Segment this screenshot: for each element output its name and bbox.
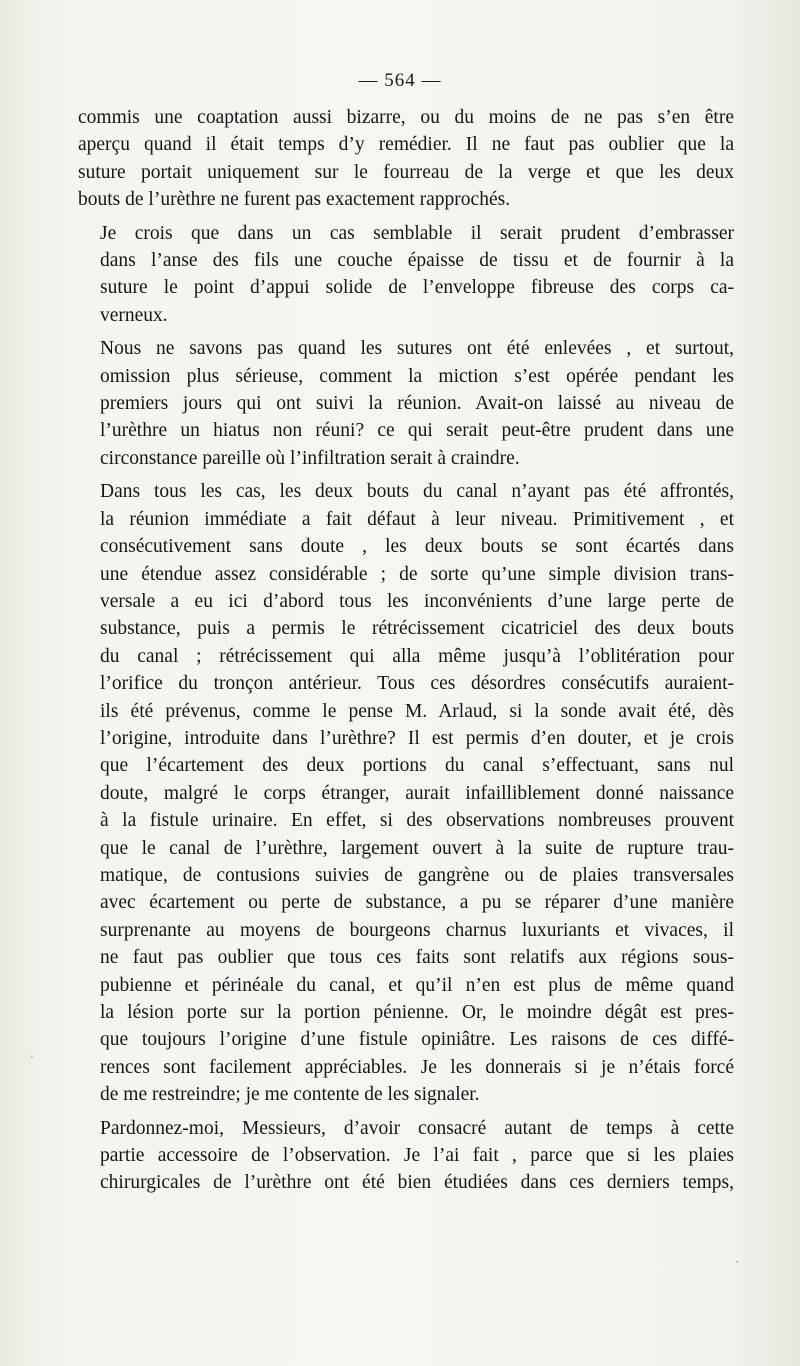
text-line: substance, puis a permis le rétrécissement cicatriciel des deux bouts (100, 618, 734, 640)
text-line: la réunion immédiate a fait défaut à leur niveau. Primitivement , et (100, 508, 734, 530)
text-line: matique, de contusions suivies de gangrène ou de plaies transversales (100, 864, 734, 886)
text-line: doute, malgré le corps étranger, aurait infailliblement donné naissance (100, 782, 734, 804)
text-line: surprenante au moyens de bourgeons charnus luxuriants et vivaces, il (100, 919, 734, 941)
text-line: ils été prévenus, comme le pense M. Arlaud, si la sonde avait été, dès (100, 700, 734, 722)
page-number: — 564 — (358, 70, 442, 91)
text-line: chirurgicales de l’urèthre ont été bien étudiées dans ces derniers temps, (100, 1172, 734, 1194)
paragraph-3 (78, 335, 734, 472)
text-line: rences sont facilement appréciables. Je les donnerais si je n’étais forcé (100, 1056, 734, 1078)
text-line: aperçu quand il était temps d’y remédier. Il ne faut pas oublier que la (78, 134, 734, 156)
text-line: pubienne et périnéale du canal, et qu’il n’en est plus de même quand (100, 974, 734, 996)
text-line: l’orifice du tronçon antérieur. Tous ces désordres consécutifs auraient- (100, 673, 734, 695)
text-line: de me restreindre; je me contente de les signaler. (100, 1084, 480, 1106)
text-line: du canal ; rétrécissement qui alla même jusqu’à l’oblitération pour (100, 645, 734, 667)
text-line: omission plus sérieuse, comment la miction s’est opérée pendant les (100, 365, 734, 387)
paragraph-4 (78, 478, 734, 1108)
body-text (78, 104, 734, 1197)
text-line: premiers jours qui ont suivi la réunion. Avait-on laissé au niveau de (100, 393, 734, 415)
text-line: commis une coaptation aussi bizarre, ou du moins de ne pas s’en être (78, 107, 734, 128)
text-line: bouts de l’urèthre ne furent pas exactement rapprochés. (78, 189, 511, 211)
text-line: Pardonnez-moi, Messieurs, d’avoir consacré autant de temps à cette (100, 1117, 734, 1139)
text-line: consécutivement sans doute , les deux bouts se sont écartés dans (100, 536, 734, 558)
text-line: suture le point d’appui solide de l’enveloppe fibreuse des corps ca- (100, 277, 734, 299)
text-line: avec écartement ou perte de substance, a pu se réparer d’une manière (100, 892, 734, 914)
text-line: que l’écartement des deux portions du canal s’effectuant, sans nul (100, 755, 734, 777)
text-line: une étendue assez considérable ; de sorte qu’une simple division trans- (100, 563, 734, 585)
text-line: partie accessoire de l’observation. Je l’ai fait , parce que si les plaies (100, 1145, 734, 1167)
text-line: que toujours l’origine d’une fistule opiniâtre. Les raisons de ces diffé- (100, 1029, 734, 1051)
paragraph-2 (78, 220, 734, 330)
paragraph-5 (78, 1115, 734, 1197)
paragraph-1 (78, 104, 734, 214)
text-line: l’origine, introduite dans l’urèthre? Il est permis d’en douter, et je crois (100, 727, 734, 749)
text-line: dans l’anse des fils une couche épaisse de tissu et de fournir à la (100, 250, 734, 272)
text-line: Je crois que dans un cas semblable il serait prudent d’embrasser (100, 222, 734, 244)
text-line: à la fistule urinaire. En effet, si des observations nombreuses prouvent (100, 810, 734, 832)
ink-speck: · (30, 1050, 34, 1064)
text-line: la lésion porte sur la portion pénienne. Or, le moindre dégât est pres- (100, 1002, 734, 1023)
ink-speck: · (735, 1255, 739, 1269)
text-line: ne faut pas oublier que tous ces faits sont relatifs aux régions sous- (100, 947, 734, 969)
text-line: suture portait uniquement sur le fourreau de la verge et que les deux (78, 161, 734, 183)
text-line: verneux. (100, 304, 168, 326)
text-line: circonstance pareille où l’infiltration serait à craindre. (100, 447, 520, 469)
text-line: l’urèthre un hiatus non réuni? ce qui serait peut-être prudent dans une (100, 420, 734, 442)
text-line: que le canal de l’urèthre, largement ouvert à la suite de rupture trau- (100, 837, 734, 859)
text-line: Nous ne savons pas quand les sutures ont été enlevées , et surtout, (100, 338, 734, 360)
text-line: versale a eu ici d’abord tous les inconvénients d’une large perte de (100, 590, 734, 612)
text-line: Dans tous les cas, les deux bouts du canal n’ayant pas été affrontés, (100, 481, 734, 503)
